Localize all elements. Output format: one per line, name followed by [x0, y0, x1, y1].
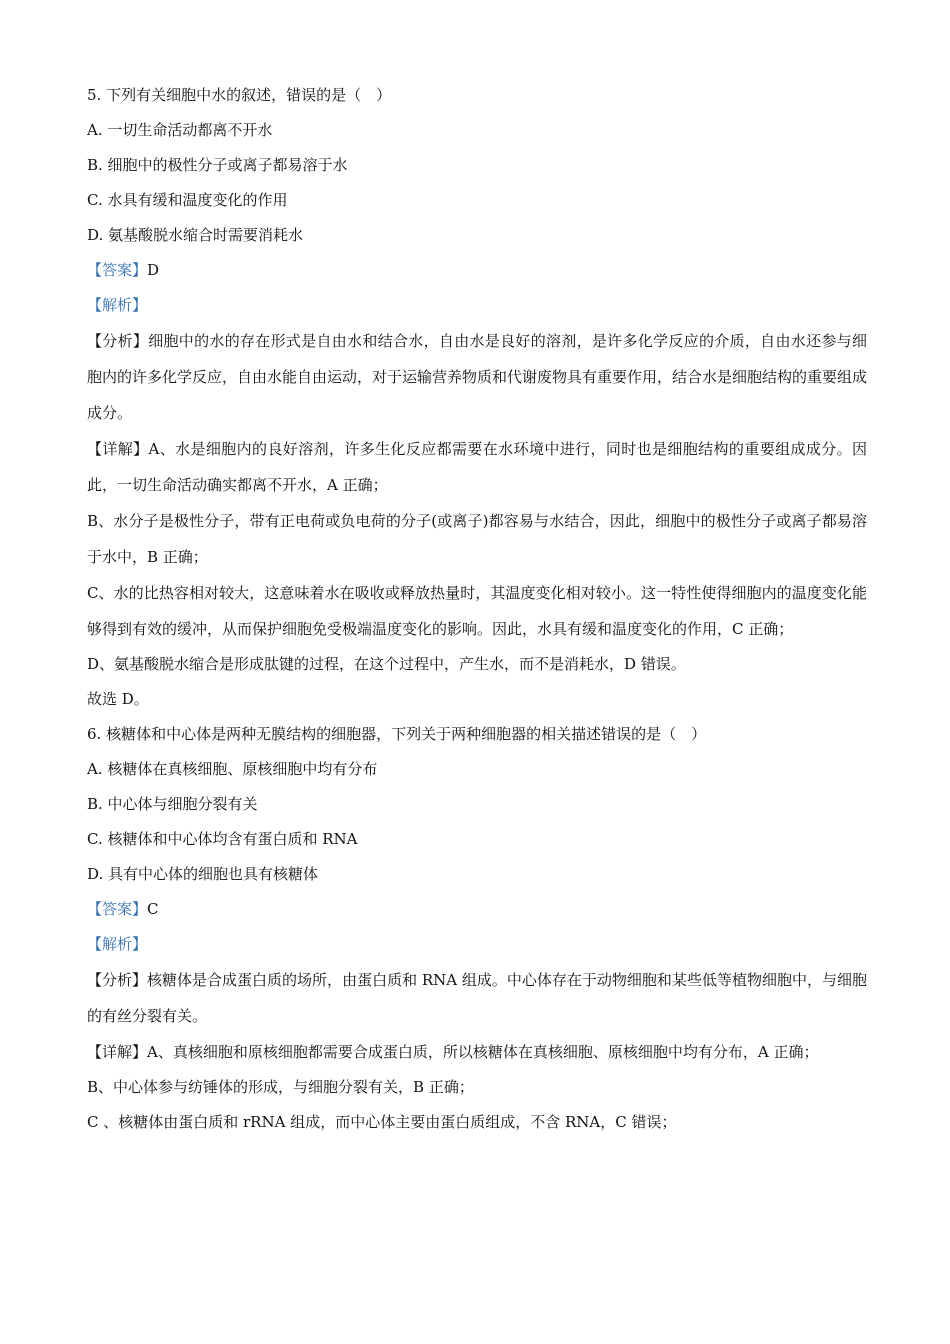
- q5-option-d: D. 氨基酸脱水缩合时需要消耗水: [87, 226, 304, 244]
- xiangjie-tag: 【详解】: [87, 440, 149, 458]
- q5-analysis-tag: 【解析】: [87, 296, 148, 314]
- q5-stem: 5. 下列有关细胞中水的叙述，错误的是（ ）: [87, 86, 392, 104]
- document-page: [87, 78, 867, 1140]
- q5-analysis: [87, 323, 867, 431]
- q5-option-b: B. 细胞中的极性分子或离子都易溶于水: [87, 156, 348, 174]
- q5-answer: [87, 253, 867, 288]
- q6-answer-value: C: [147, 900, 159, 918]
- q6-option-a: A. 核糖体在真核细胞、原核细胞中均有分布: [87, 760, 378, 778]
- q6-answer: [87, 892, 867, 927]
- fenxi-tag: 【分析】: [87, 332, 149, 350]
- q6-option-d: D. 具有中心体的细胞也具有核糖体: [87, 865, 319, 883]
- q5-option-c: C. 水具有缓和温度变化的作用: [87, 191, 288, 209]
- q5-analysis-text: 细胞中的水的存在形式是自由水和结合水，自由水是良好的溶剂，是许多化学反应的介质，自由水还参与细胞内的许多化学反应，自由水能自由运动，对于运输营养物质和代谢废物具有重要作用，结合水是细胞结构的重要组成成分。: [87, 332, 868, 422]
- q5-detail-a-text: A、水是细胞内的良好溶剂，许多生化反应都需要在水环境中进行，同时也是细胞结构的重要组成成分。因此，一切生命活动确实都离不开水，A 正确；: [87, 440, 867, 494]
- q6-analysis: [87, 962, 867, 1034]
- answer-tag: 【答案】: [87, 261, 148, 279]
- q6-detail-a: [87, 1034, 867, 1070]
- q6-detail-a-text: A、真核细胞和原核细胞都需要合成蛋白质，所以核糖体在真核细胞、原核细胞中均有分布，A 正确；: [147, 1043, 819, 1061]
- q5-detail-b: B、水分子是极性分子，带有正电荷或负电荷的分子(或离子)都容易与水结合，因此，细胞中的极性分子或离子都易溶于水中，B 正确；: [87, 512, 867, 566]
- q6-analysis-tag: 【解析】: [87, 935, 148, 953]
- xiangjie-tag: 【详解】: [87, 1043, 148, 1061]
- q6-option-b: B. 中心体与细胞分裂有关: [87, 795, 258, 813]
- q6-option-c: C. 核糖体和中心体均含有蛋白质和 RNA: [87, 830, 358, 848]
- q6-analysis-text: 核糖体是合成蛋白质的场所，由蛋白质和 RNA 组成。中心体存在于动物细胞和某些低等植物细胞中，与细胞的有丝分裂有关。: [87, 971, 867, 1025]
- q5-answer-value: D: [147, 261, 160, 279]
- q6-detail-c: C 、核糖体由蛋白质和 rRNA 组成，而中心体主要由蛋白质组成，不含 RNA，C 错误；: [87, 1113, 677, 1131]
- q5-option-a: A. 一切生命活动都离不开水: [87, 121, 273, 139]
- fenxi-tag: 【分析】: [87, 971, 148, 989]
- q5-detail-a: [87, 431, 867, 503]
- q6-stem: 6. 核糖体和中心体是两种无膜结构的细胞器，下列关于两种细胞器的相关描述错误的是（ ）: [87, 725, 707, 743]
- q6-detail-b: B、中心体参与纺锤体的形成，与细胞分裂有关，B 正确；: [87, 1078, 474, 1096]
- q5-detail-c: C、水的比热容相对较大，这意味着水在吸收或释放热量时，其温度变化相对较小。这一特性使得细胞内的温度变化能够得到有效的缓冲，从而保护细胞免受极端温度变化的影响。因此，水具有缓和温度变化的作用，C 正确；: [87, 584, 867, 638]
- answer-tag: 【答案】: [87, 900, 148, 918]
- q5-conclusion: 故选 D。: [87, 690, 149, 708]
- q5-detail-d: D、氨基酸脱水缩合是形成肽键的过程，在这个过程中，产生水，而不是消耗水，D 错误。: [87, 655, 686, 673]
